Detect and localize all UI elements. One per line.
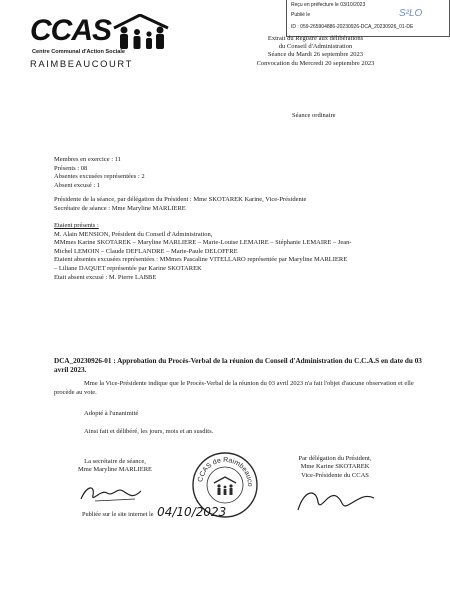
absent-excused-line: Etait absent excusé : M. Pierre LABBE: [54, 273, 157, 281]
deliberation-paragraph: Mme la Vice-Présidente indique que le Procès-Verbal de la réunion du 03 avril 2023 n'a fait l'objet d'aucune observation et elle procède au vote.: [54, 380, 414, 396]
session-president: Présidente de la séance, par délégation du Président : Mme SKOTAREK Karine, Vice-Présidente: [54, 196, 307, 203]
absent-represented-line: – Liliane DAQUET représentée par Karine SKOTAREK: [54, 264, 202, 272]
secretary-title: La secrétaire de séance,: [84, 458, 146, 465]
attendance-line: MMmes Karine SKOTAREK – Maryline MARLIERE – Marie-Louise LEMAIRE – Stéphanie LEMAIRE – Jean-: [54, 239, 352, 247]
receipt-id-line: ID : 059-265904886-20230926-DCA_20230926_01-DE: [291, 24, 414, 30]
adoption-result: Adopté à l'unanimité: [84, 410, 139, 417]
attendance-line: Michel LEMOIN – Claude DEFLANDRE – Marie-Paule DELOFFRE: [54, 247, 238, 255]
header-line-3: Séance du Mardi 26 septembre 2023: [267, 51, 364, 59]
logo-subtitle: Centre Communal d'Action Sociale: [32, 49, 126, 55]
session-type: Séance ordinaire: [292, 112, 336, 119]
member-counts: [54, 156, 145, 190]
deliberation-title: DCA_20230926-01 : Approbation du Procès-Verbal de la réunion du Conseil d'Administration du C.C.A.S en date du 03 avril 2023.: [54, 357, 422, 375]
absent-represented-line: Etaient absentes excusées représentées : MMmes Pascaline VITELLARO représentée par Maryline MARLIERE: [54, 256, 348, 264]
closing-formula: Ainsi fait et délibéré, les jours, mois et an susdits.: [84, 428, 214, 435]
seal-text: CCAS de Raimbeauco: [197, 456, 254, 487]
publication-line: [82, 505, 226, 519]
present-heading: Etaient présents :: [54, 222, 99, 229]
session-secretary: Secrétaire de séance : Mme Maryline MARLIERE: [54, 204, 186, 212]
count-present: Présents : 08: [54, 164, 88, 172]
logo-wordmark: CCAS: [30, 14, 112, 47]
publication-label: Publiée sur le site internet le: [82, 511, 154, 518]
secretary-name: Mme Maryline MARLIERE: [77, 466, 153, 474]
count-excused: Absent excusé : 1: [54, 181, 101, 189]
header-line-4: Convocation du Mercredi 20 septembre 2023: [256, 59, 375, 67]
header-line-1: Extrait du Registre aux délibérations: [267, 35, 364, 42]
secretary-signature-block: [60, 458, 170, 512]
publication-date: 04/10/2023: [157, 505, 227, 519]
receipt-received-line: Reçu en préfecture le 03/10/2023: [291, 2, 366, 8]
vice-president-signature-block: [260, 455, 410, 523]
secretary-handwritten-signature: [75, 479, 155, 507]
presidency-block: [54, 196, 306, 213]
delegation-label: Par délégation du Président,: [298, 455, 372, 462]
ccas-logo: [30, 14, 150, 78]
vice-president-handwritten-signature: [290, 484, 380, 518]
prefecture-receipt-stamp: [286, 0, 450, 37]
slo-logo: S²LO: [399, 8, 423, 19]
header-line-2: du Conseil d'Administration: [278, 43, 353, 51]
attendance-block: [54, 222, 352, 282]
count-members: Membres en exercice : 11: [54, 156, 121, 163]
register-header: [228, 35, 403, 68]
vice-president-name: Mme Karine SKOTAREK: [300, 463, 370, 471]
count-represented: Absentes excusées représentées : 2: [54, 173, 145, 181]
attendance-line: M. Alain MENSION, Président du Conseil d'Administration,: [54, 230, 213, 238]
receipt-published-line: Publié le: [291, 12, 311, 18]
vice-president-title: Vice-Présidente du CCAS: [301, 471, 369, 479]
family-icon: [110, 14, 174, 52]
logo-town: RAIMBEAUCOURT: [30, 58, 133, 69]
